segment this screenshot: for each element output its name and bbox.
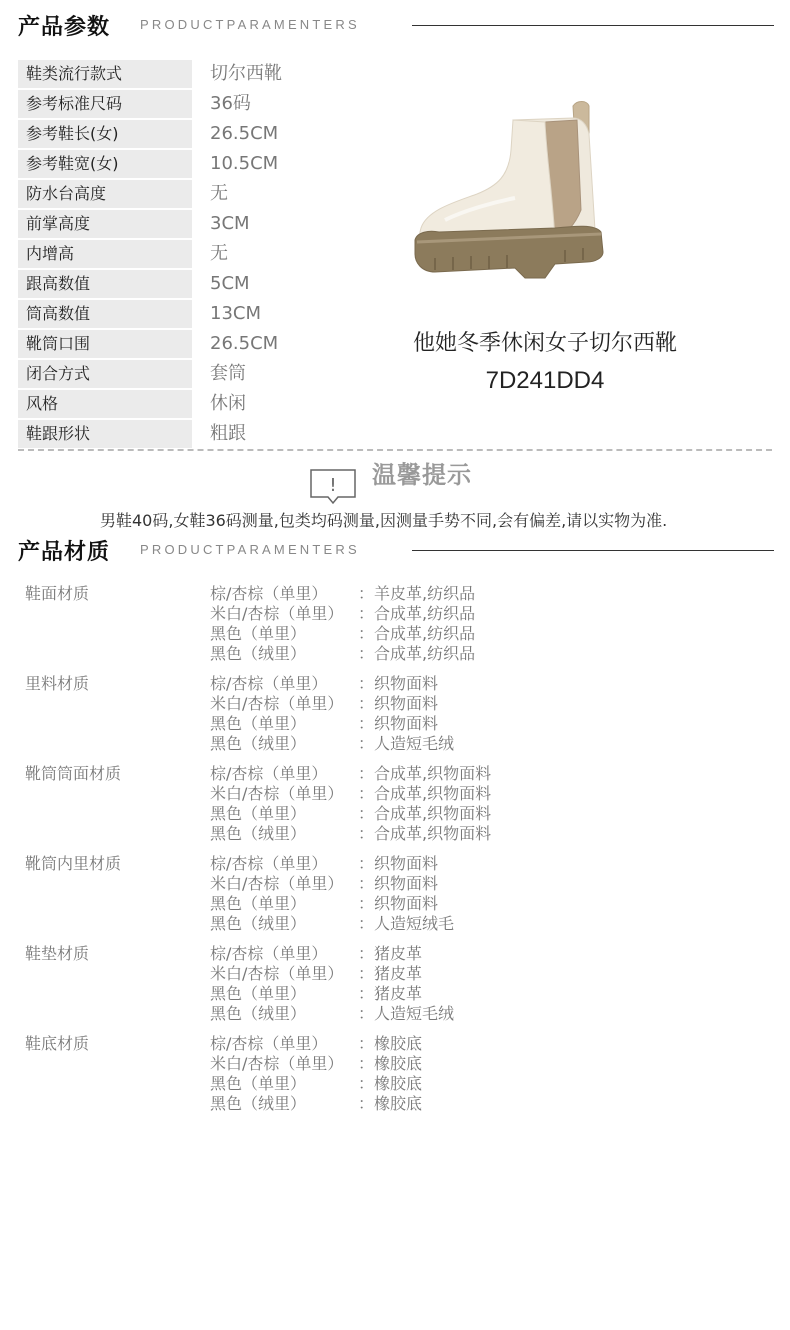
material-group-upper — [0, 584, 790, 674]
material-line — [210, 1004, 610, 1024]
material-line — [210, 584, 610, 604]
material-value: ：织物面料 — [358, 714, 439, 733]
material-color: 黑色（绒里） — [210, 734, 307, 753]
material-value: ：合成革,织物面料 — [358, 784, 492, 803]
param-row — [18, 119, 378, 149]
material-color: 棕/杏棕（单里） — [210, 764, 328, 783]
material-color: 米白/杏棕（单里） — [210, 604, 344, 623]
param-row — [18, 269, 378, 299]
material-value: ：织物面料 — [358, 854, 439, 873]
material-line — [210, 984, 610, 1004]
material-color: 黑色（绒里） — [210, 914, 307, 933]
param-row — [18, 149, 378, 179]
param-label: 跟高数值 — [18, 270, 192, 298]
section-title: 产品参数 — [18, 15, 111, 40]
material-color: 米白/杏棕（单里） — [210, 964, 344, 983]
notice-icon — [310, 469, 356, 505]
param-value: 26.5CM — [210, 123, 279, 144]
param-value: 26.5CM — [210, 333, 279, 354]
material-color: 黑色（绒里） — [210, 1094, 307, 1113]
material-line — [210, 674, 610, 694]
material-line — [210, 1034, 610, 1054]
notice-icon-mark: ! — [329, 475, 337, 496]
section-divider — [412, 550, 774, 551]
material-color: 棕/杏棕（单里） — [210, 674, 328, 693]
param-label: 靴筒口围 — [18, 330, 192, 358]
material-value: ：合成革,织物面料 — [358, 824, 492, 843]
product-image — [405, 90, 615, 295]
material-color: 黑色（绒里） — [210, 824, 307, 843]
material-value: ：合成革,纺织品 — [358, 604, 476, 623]
param-row — [18, 419, 378, 449]
material-color: 米白/杏棕（单里） — [210, 784, 344, 803]
material-line — [210, 784, 610, 804]
material-value: ：合成革,纺织品 — [358, 624, 476, 643]
section-divider — [412, 25, 774, 26]
material-line — [210, 1074, 610, 1094]
tip-text: 男鞋40码,女鞋36码测量,包类均码测量,因测量手势不同,会有偏差,请以实物为准. — [100, 511, 668, 530]
dashed-divider — [18, 449, 772, 451]
material-value: ：猪皮革 — [358, 984, 423, 1003]
material-color: 黑色（单里） — [210, 894, 307, 913]
material-line — [210, 914, 610, 934]
material-line — [210, 694, 610, 714]
material-value: ：人造短毛绒 — [358, 734, 455, 753]
param-value: 36码 — [210, 93, 251, 114]
material-color: 米白/杏棕（单里） — [210, 1054, 344, 1073]
param-value: 10.5CM — [210, 153, 279, 174]
material-group-shaft-inner — [0, 854, 790, 944]
material-label: 鞋底材质 — [25, 1034, 90, 1053]
material-label: 靴筒内里材质 — [25, 854, 122, 873]
material-color: 棕/杏棕（单里） — [210, 584, 328, 603]
param-row — [18, 209, 378, 239]
param-row — [18, 179, 378, 209]
material-color: 棕/杏棕（单里） — [210, 1034, 328, 1053]
material-value: ：合成革,织物面料 — [358, 764, 492, 783]
material-value: ：合成革,纺织品 — [358, 644, 476, 663]
param-row — [18, 329, 378, 359]
param-label: 参考鞋长(女) — [18, 120, 192, 148]
section-subtitle: PRODUCTPARAMENTERS — [140, 542, 360, 557]
material-group-outsole — [0, 1034, 790, 1124]
param-label: 闭合方式 — [18, 360, 192, 388]
material-line — [210, 944, 610, 964]
section-subtitle: PRODUCTPARAMENTERS — [140, 17, 360, 32]
material-color: 米白/杏棕（单里） — [210, 874, 344, 893]
material-color: 黑色（单里） — [210, 804, 307, 823]
material-line — [210, 1094, 610, 1114]
material-line — [210, 874, 610, 894]
product-name: 他她冬季休闲女子切尔西靴 — [412, 331, 677, 356]
param-label: 筒高数值 — [18, 300, 192, 328]
param-table — [18, 59, 378, 449]
material-color: 黑色（单里） — [210, 984, 307, 1003]
param-value: 套筒 — [210, 363, 246, 384]
param-row — [18, 299, 378, 329]
param-row — [18, 89, 378, 119]
material-label: 鞋垫材质 — [25, 944, 90, 963]
material-label: 里料材质 — [25, 674, 90, 693]
material-line — [210, 624, 610, 644]
material-value: ：橡胶底 — [358, 1034, 423, 1053]
material-group-insole — [0, 944, 790, 1034]
material-value: ：织物面料 — [358, 674, 439, 693]
param-row — [18, 389, 378, 419]
param-label: 风格 — [18, 390, 192, 418]
param-value: 无 — [210, 243, 228, 264]
material-label: 鞋面材质 — [25, 584, 90, 603]
material-value: ：合成革,织物面料 — [358, 804, 492, 823]
param-label: 鞋类流行款式 — [18, 60, 192, 88]
material-color: 黑色（单里） — [210, 714, 307, 733]
param-label: 参考标准尺码 — [18, 90, 192, 118]
material-color: 黑色（绒里） — [210, 644, 307, 663]
param-value: 切尔西靴 — [210, 63, 282, 84]
param-label: 前掌高度 — [18, 210, 192, 238]
section-header-params — [0, 6, 790, 46]
param-value: 13CM — [210, 303, 262, 324]
material-line — [210, 1054, 610, 1074]
material-value: ：羊皮革,纺织品 — [358, 584, 476, 603]
param-row — [18, 359, 378, 389]
material-value: ：织物面料 — [358, 894, 439, 913]
material-value: ：橡胶底 — [358, 1094, 423, 1113]
product-code: 7D241DD4 — [485, 367, 605, 394]
param-value: 粗跟 — [210, 423, 246, 444]
material-value: ：织物面料 — [358, 694, 439, 713]
material-color: 黑色（单里） — [210, 1074, 307, 1093]
param-row — [18, 239, 378, 269]
param-label: 参考鞋宽(女) — [18, 150, 192, 178]
param-label: 内增高 — [18, 240, 192, 268]
material-color: 棕/杏棕（单里） — [210, 944, 328, 963]
material-value: ：猪皮革 — [358, 964, 423, 983]
param-label: 防水台高度 — [18, 180, 192, 208]
material-line — [210, 734, 610, 754]
material-line — [210, 964, 610, 984]
material-color: 黑色（绒里） — [210, 1004, 307, 1023]
material-line — [210, 644, 610, 664]
material-line — [210, 804, 610, 824]
material-value: ：人造短绒毛 — [358, 914, 455, 933]
material-value: ：橡胶底 — [358, 1054, 423, 1073]
param-row — [18, 59, 378, 89]
material-group-lining — [0, 674, 790, 764]
material-line — [210, 604, 610, 624]
material-color: 米白/杏棕（单里） — [210, 694, 344, 713]
material-value: ：猪皮革 — [358, 944, 423, 963]
param-value: 休闲 — [210, 393, 246, 414]
material-group-shaft-outer — [0, 764, 790, 854]
tip-title: 温馨提示 — [372, 461, 472, 489]
material-value: ：织物面料 — [358, 874, 439, 893]
param-value: 无 — [210, 183, 228, 204]
material-line — [210, 854, 610, 874]
material-line — [210, 824, 610, 844]
param-value: 5CM — [210, 273, 250, 294]
material-color: 棕/杏棕（单里） — [210, 854, 328, 873]
material-value: ：橡胶底 — [358, 1074, 423, 1093]
param-label: 鞋跟形状 — [18, 420, 192, 448]
material-line — [210, 714, 610, 734]
material-color: 黑色（单里） — [210, 624, 307, 643]
section-title: 产品材质 — [18, 540, 111, 565]
material-label: 靴筒筒面材质 — [25, 764, 122, 783]
material-line — [210, 894, 610, 914]
section-header-materials — [0, 531, 790, 571]
chelsea-boot-image — [405, 90, 615, 295]
material-value: ：人造短毛绒 — [358, 1004, 455, 1023]
material-line — [210, 764, 610, 784]
param-value: 3CM — [210, 213, 250, 234]
